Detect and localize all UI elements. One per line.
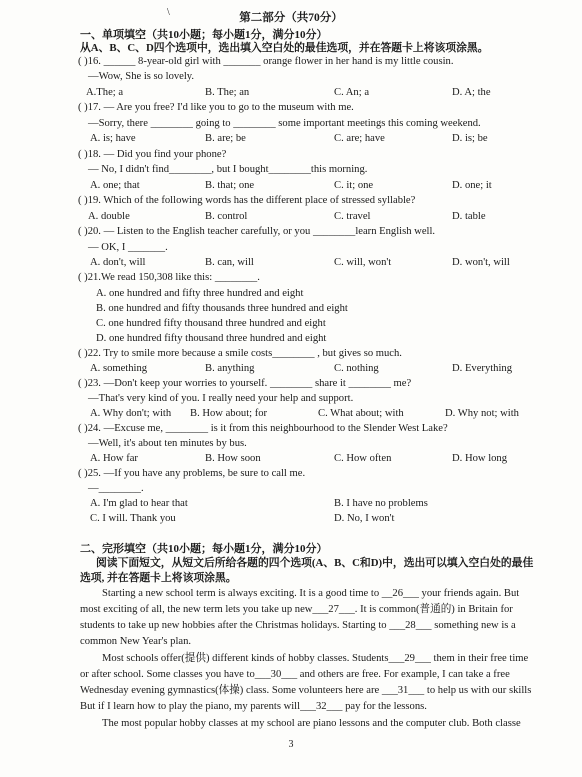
part-header: 第二部分（共70分） — [239, 12, 343, 24]
q16-option-d: D. A; the — [452, 87, 491, 98]
q20-option-a: A. don't, will — [90, 257, 146, 268]
q25-option-b: B. I have no problems — [334, 498, 428, 509]
question-23: ( )23. —Don't keep your worries to yourself. ________ share it ________ me? — [78, 378, 412, 389]
q21-option-c: C. one hundred fifty thousand three hundred and eight — [96, 318, 326, 329]
q22-option-d: D. Everything — [452, 363, 513, 374]
section2-title: 二、完形填空（共10小题；每小题1分，满分10分） — [80, 543, 328, 555]
section2-instruction-line2: 选项, 并在答题卡上将该项涂黑。 — [80, 572, 237, 584]
q21-option-a: A. one hundred and fifty three hundred and eight — [96, 288, 304, 299]
q16-option-c: C. An; a — [334, 87, 370, 98]
q24-option-b: B. How soon — [205, 453, 261, 464]
question-17-response: —Sorry, there ________ going to ________ some important meetings this coming weekend. — [88, 118, 481, 129]
passage-p1-line3: students to take up new hobbies after the Christmas holidays. Starting to ___28___ something new is a — [80, 620, 516, 631]
passage-p2-line1: Most schools offer(提供) different kinds of hobby classes. Students___29___ them in their free time — [102, 653, 529, 664]
q17-option-a: A. is; have — [90, 133, 136, 144]
question-18: ( )18. — Did you find your phone? — [78, 149, 227, 160]
question-22: ( )22. Try to smile more because a smile costs________ , but gives so much. — [78, 348, 402, 359]
q21-option-b: B. one hundred and fifty thousands three hundred and eight — [96, 303, 348, 314]
q23-option-d: D. Why not; with — [445, 408, 519, 419]
q20-option-d: D. won't, will — [452, 257, 510, 268]
q24-option-a: A. How far — [90, 453, 138, 464]
q19-option-a: A. double — [88, 211, 130, 222]
q25-option-d: D. No, I won't — [334, 513, 395, 524]
q18-option-a: A. one; that — [90, 180, 140, 191]
q25-option-a: A. I'm glad to hear that — [90, 498, 188, 509]
q17-option-d: D. is; be — [452, 133, 488, 144]
passage-p2-line2: or after school. Some classes you have to___30___ and others are free. For example, I can take a free — [80, 669, 510, 680]
q22-option-c: C. nothing — [334, 363, 379, 374]
pen-mark: \ — [167, 7, 170, 18]
q21-option-d: D. one hundred fifty thousand three hundred and eight — [96, 333, 327, 344]
question-16: ( )16. ______ 8-year-old girl with _______ orange flower in her hand is my little cousin. — [78, 56, 454, 67]
q23-option-c: C. What about; with — [318, 408, 404, 419]
question-20: ( )20. — Listen to the English teacher carefully, or you ________learn English well. — [78, 226, 436, 237]
question-24: ( )24. —Excuse me, ________ is it from this neighbourhood to the Slender West Lake? — [78, 423, 448, 434]
q24-option-c: C. How often — [334, 453, 392, 464]
q17-option-c: C. are; have — [334, 133, 385, 144]
q22-option-a: A. something — [90, 363, 148, 374]
passage-p1-line1: Starting a new school term is always exciting. It is a good time to __26___ your friends again. But — [102, 588, 520, 599]
question-24-response: —Well, it's about ten minutes by bus. — [88, 438, 247, 449]
passage-p2-line3: Wednesday evening gymnastics(体操) class. Some volunteers here are ___31___ to help us with our skills — [80, 685, 532, 696]
q20-option-c: C. will, won't — [334, 257, 392, 268]
q24-option-d: D. How long — [452, 453, 508, 464]
question-21: ( )21.We read 150,308 like this: ________. — [78, 272, 260, 283]
passage-p1-line4: common New Year's plan. — [80, 636, 192, 647]
q25-option-c: C. I will. Thank you — [90, 513, 176, 524]
q18-option-b: B. that; one — [205, 180, 255, 191]
question-25: ( )25. —If you have any problems, be sure to call me. — [78, 468, 306, 479]
q23-option-b: B. How about; for — [190, 408, 268, 419]
q18-option-c: C. it; one — [334, 180, 374, 191]
q23-option-a: A. Why don't; with — [90, 408, 172, 419]
question-17: ( )17. — Are you free? I'd like you to go to the museum with me. — [78, 102, 354, 113]
question-18-response: — No, I didn't find________, but I bought________this morning. — [88, 164, 368, 175]
section1-instruction: 从A、B、C、D四个选项中，选出填入空白处的最佳选项，并在答题卡上将该项涂黑。 — [80, 42, 489, 54]
passage-p2-line4: But if I learn how to play the piano, my parents will___32___ pay for the lessons. — [80, 701, 427, 712]
q20-option-b: B. can, will — [205, 257, 254, 268]
passage-p3-line1: The most popular hobby classes at my school are piano lessons and the computer club. Both classe — [102, 718, 521, 729]
question-25-response: —________. — [88, 483, 144, 494]
passage-p1-line2: most exciting of all, the new term lets you take up new___27___. It is common(普通的) in Britain for — [80, 604, 513, 615]
q16-option-b: B. The; an — [205, 87, 250, 98]
section1-title: 一、单项填空（共10小题；每小题1分，满分10分） — [80, 29, 328, 41]
q22-option-b: B. anything — [205, 363, 255, 374]
question-23-response: —That's very kind of you. I really need your help and support. — [88, 393, 354, 404]
q18-option-d: D. one; it — [452, 180, 492, 191]
q19-option-b: B. control — [205, 211, 248, 222]
q16-option-a: A.The; a — [86, 87, 124, 98]
question-20-response: — OK, I _______. — [88, 242, 168, 253]
q19-option-c: C. travel — [334, 211, 371, 222]
question-19: ( )19. Which of the following words has the different place of stressed syllable? — [78, 195, 416, 206]
section2-instruction-line1: 阅读下面短文，从短文后所给各题的四个选项(A、B、C和D)中，选出可以填入空白处的最佳 — [96, 557, 534, 569]
q19-option-d: D. table — [452, 211, 486, 222]
page-number: 3 — [288, 739, 294, 750]
q17-option-b: B. are; be — [205, 133, 246, 144]
question-16-response: —Wow, She is so lovely. — [88, 71, 195, 82]
